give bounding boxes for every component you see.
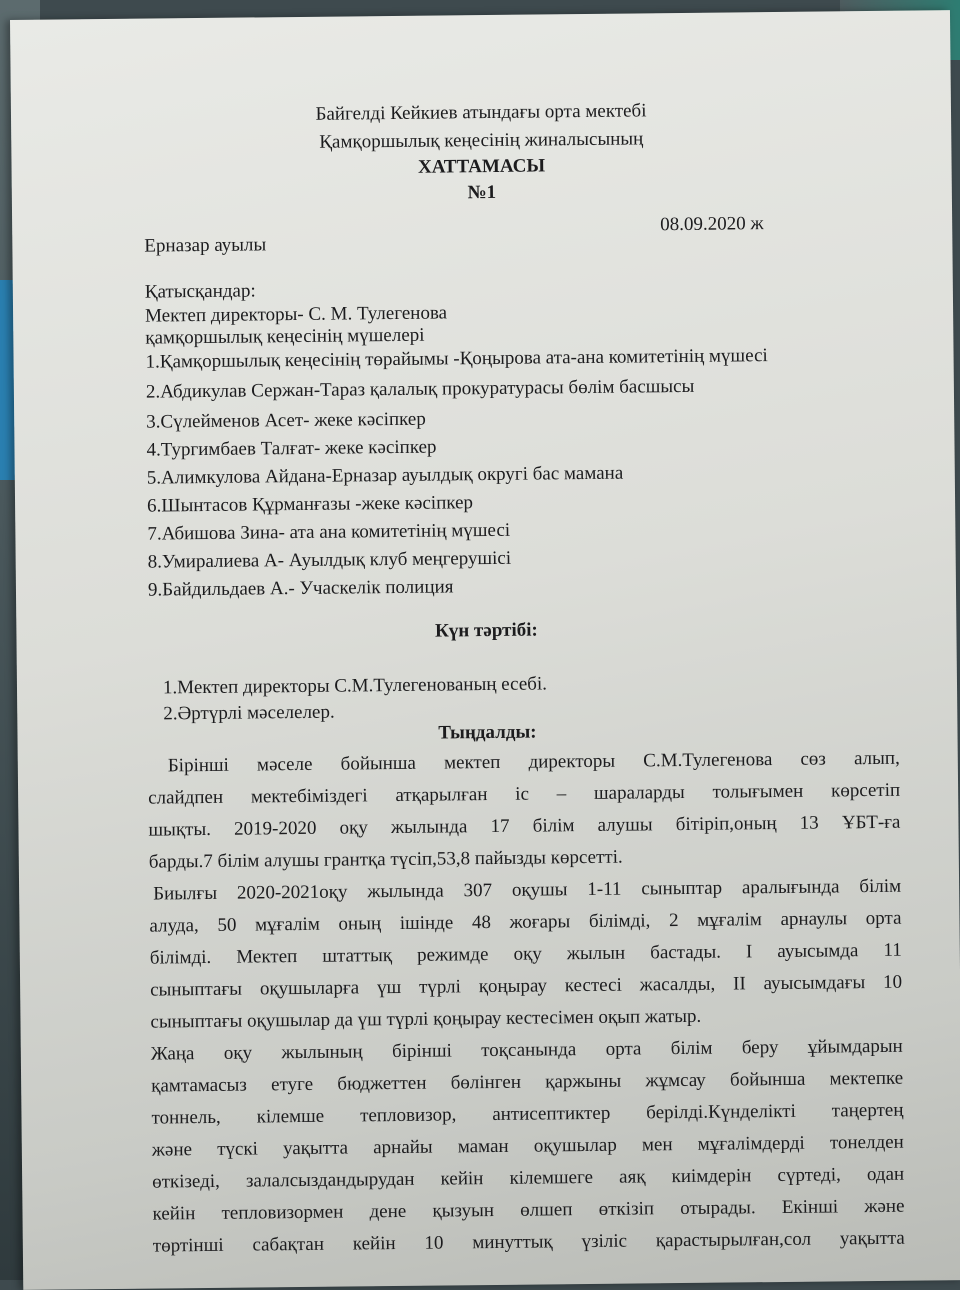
participant-item: 1.Қамқоршылық кеңесінің төрайымы -Қоңырова ата-ана комитетінің мүшесі bbox=[145, 345, 768, 373]
agenda-heading: Күн тәртібі: bbox=[434, 619, 538, 642]
document-title: ХАТТАМАСЫ bbox=[417, 155, 546, 178]
document-number: №1 bbox=[467, 181, 497, 204]
body-text-line: төртінші сабақтан кейін 10 минуттық үзіліс қарастырылған,сол уақытта bbox=[152, 1227, 905, 1257]
participant-item: 5.Алимкулова Айдана-Ерназар ауылдық округі бас мамана bbox=[146, 462, 624, 489]
heard-heading: Тыңдалды: bbox=[438, 721, 537, 744]
body-text-line: шықты. 2019-2020 оқу жылында 17 білім алушы бітіріп,оның 13 ҰБТ-ға bbox=[148, 811, 901, 841]
body-text-line: алуда, 50 мұғалім оның ішінде 48 жоғары білімді, 2 мұғалім арнаулы орта bbox=[149, 907, 902, 937]
body-text-line: сыныптағы оқушыларға үш түрлі қоңырау кестесі жасалды, II ауысымдағы 10 bbox=[150, 971, 903, 1001]
body-text-line: Жаңа оқу жылының бірінші тоқсанында орта білім беру ұйымдарын bbox=[150, 1035, 903, 1065]
body-text-line: барды.7 білім алушы грантқа түсіп,53,8 пайызды көрсетті. bbox=[148, 846, 623, 873]
participant-item: 9.Байдильдаев А.- Учаскелік полиция bbox=[147, 576, 454, 601]
agenda-item: 2.Әртүрлі мәселелер. bbox=[163, 701, 335, 725]
participant-item: 6.Шынтасов Құрманғазы -жеке кәсіпкер bbox=[146, 492, 474, 517]
council-name: Қамқоршылық кеңесінің жиналысының bbox=[319, 128, 644, 153]
participants-heading: Қатысқандар: bbox=[144, 280, 256, 303]
body-text-line: Бірінші мәселе бойынша мектеп директоры С.М.Тулегенова сөз алып, bbox=[167, 747, 900, 777]
document-page bbox=[10, 10, 960, 1290]
school-name: Байгелді Кейкиев атындағы орта мектебі bbox=[315, 100, 647, 125]
body-text-line: Биылғы 2020-2021оқу жылында 307 оқушы 1-11 сыныптар аралығында білім bbox=[153, 875, 902, 905]
body-text-line: тоннель, кілемше тепловизор, антисептиктер берілді.Күнделікті таңертең bbox=[151, 1099, 904, 1129]
agenda-item: 1.Мектеп директоры С.М.Тулегенованың есебі. bbox=[162, 673, 548, 699]
body-text-line: қамтамасыз етуге бюджеттен бөлінген қаржыны жұмсау бойынша мектепке bbox=[151, 1067, 904, 1097]
body-text-line: және түскі уақытта арнайы маман оқушылар мен мұғалімдерді тонелден bbox=[151, 1131, 904, 1161]
body-text-line: сыныптағы оқушылар да үш түрлі қоңырау кестесімен оқып жатыр. bbox=[150, 1005, 702, 1033]
participants-members-heading: қамқоршылық кеңесінің мүшелері bbox=[145, 324, 425, 349]
participant-item: 7.Абишова Зина- ата ана комитетінің мүшесі bbox=[147, 519, 511, 545]
participant-item: 4.Тургимбаев Талғат- жеке кәсіпкер bbox=[146, 436, 437, 461]
participant-item: 3.Сүлейменов Асет- жеке кәсіпкер bbox=[146, 408, 426, 433]
document-date: 08.09.2020 ж bbox=[660, 213, 764, 236]
participants-director: Мектеп директоры- С. М. Тулегенова bbox=[144, 302, 448, 327]
participant-item: 8.Умиралиева А- Ауылдық клуб меңгерушісі bbox=[147, 547, 512, 573]
body-text-line: кейін тепловизормен дене қызуын өлшеп өткізіп отырады. Екінші және bbox=[152, 1195, 905, 1225]
body-text-line: білімді. Мектеп штаттық режимде оқу жылын бастады. I ауысымда 11 bbox=[149, 939, 902, 969]
body-text-line: өткізеді, залалсыздандырудан кейін кілемшеге аяқ киімдерін сүртеді, одан bbox=[152, 1163, 905, 1193]
participant-item: 2.Абдикулав Сержан-Тараз қалалық прокуратурасы бөлім басшысы bbox=[145, 375, 695, 403]
body-text-line: слайдпен мектебіміздегі атқарылған іс – шараларды толығымен көрсетіп bbox=[148, 779, 901, 809]
document-place: Ерназар ауылы bbox=[144, 234, 267, 257]
